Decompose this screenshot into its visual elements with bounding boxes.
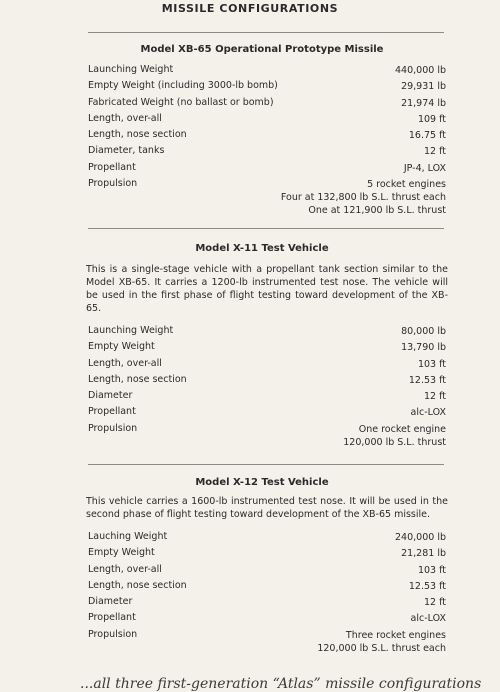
- spec-label: Diameter: [88, 390, 133, 402]
- spec-row: [88, 406, 446, 422]
- spec-row: [88, 97, 446, 113]
- spec-row: [88, 423, 446, 457]
- spec-label: Lauching Weight: [88, 531, 168, 542]
- spec-value: 240,000 lb: [395, 532, 446, 543]
- spec-row: [88, 129, 446, 145]
- spec-label: Diameter: [88, 596, 133, 608]
- spec-value: 29,931 lb: [401, 81, 446, 93]
- spec-row: [88, 612, 446, 628]
- spec-row: [88, 178, 446, 226]
- spec-label: Length, nose section: [88, 579, 187, 591]
- spec-value: alc-LOX: [410, 407, 446, 419]
- spec-row: [88, 325, 446, 341]
- spec-label: Empty Weight: [88, 547, 155, 559]
- section-title-xb65: Model XB-65 Operational Prototype Missile: [140, 44, 384, 55]
- spec-value: Three rocket engines: [345, 629, 446, 641]
- spec-value: 109 ft: [417, 113, 446, 125]
- section-description: This is a single-stage vehicle with a propellant tank section similar to the Model XB-65. It carries a 1200-lb instrumented test nose. The vehicle will be used in the first phase of flight testing toward development of the XB-65.: [86, 264, 448, 314]
- spec-row: [88, 596, 446, 612]
- spec-row: [88, 162, 446, 178]
- spec-row: [88, 341, 446, 357]
- spec-label: Propellant: [88, 161, 136, 173]
- section-title-x12: Model X-12 Test Vehicle: [195, 477, 329, 488]
- spec-label: Propellant: [88, 612, 136, 624]
- spec-value-multiline: [343, 423, 446, 449]
- spec-row: [88, 358, 446, 374]
- divider: [88, 464, 444, 465]
- spec-value: 80,000 lb: [401, 326, 446, 337]
- page-title: MISSILE CONFIGURATIONS: [161, 2, 339, 15]
- spec-row: [88, 580, 446, 596]
- spec-row: [88, 531, 446, 547]
- divider: [88, 228, 444, 229]
- spec-row: [88, 564, 446, 580]
- footer-caption: ...all three first-generation “Atlas” missile configurations: [80, 676, 482, 692]
- spec-value: 21,281 lb: [401, 548, 446, 560]
- spec-value-extra: 120,000 lb S.L. thrust each: [317, 642, 446, 654]
- spec-value-extra: Four at 132,800 lb S.L. thrust each: [280, 192, 446, 204]
- spec-table-x11: [88, 325, 446, 457]
- spec-value: 5 rocket engines: [367, 179, 446, 191]
- spec-value: 13,790 lb: [401, 342, 446, 354]
- spec-row: [88, 80, 446, 96]
- spec-value: 12.53 ft: [408, 580, 446, 592]
- spec-row: [88, 145, 446, 161]
- section-title-x11: Model X-11 Test Vehicle: [195, 243, 329, 254]
- spec-row: [88, 390, 446, 406]
- spec-label: Propellant: [88, 406, 136, 418]
- spec-label: Length, over-all: [88, 563, 162, 575]
- spec-value: 12.53 ft: [408, 374, 446, 386]
- spec-label: Diameter, tanks: [88, 145, 165, 157]
- spec-value: 16.75 ft: [408, 130, 446, 142]
- spec-row: [88, 64, 446, 80]
- spec-row: [88, 374, 446, 390]
- spec-label: Empty Weight (including 3000-lb bomb): [88, 80, 278, 92]
- spec-value: 12 ft: [423, 597, 446, 609]
- spec-label: Propulsion: [88, 178, 138, 190]
- spec-value-extra: 120,000 lb S.L. thrust: [343, 436, 446, 448]
- spec-table-x12: [88, 531, 446, 663]
- spec-row: [88, 629, 446, 663]
- spec-value: 21,974 lb: [401, 97, 446, 109]
- spec-value: 103 ft: [417, 358, 446, 370]
- spec-label: Empty Weight: [88, 341, 155, 353]
- spec-label: Launching Weight: [88, 64, 174, 75]
- spec-label: Length, nose section: [88, 373, 187, 385]
- spec-value-multiline: [281, 178, 446, 217]
- divider: [88, 32, 444, 33]
- spec-label: Propulsion: [88, 628, 138, 640]
- spec-value: 12 ft: [423, 391, 446, 403]
- spec-label: Propulsion: [88, 422, 138, 434]
- spec-row: [88, 113, 446, 129]
- spec-label: Length, over-all: [88, 357, 162, 369]
- spec-value-extra: One at 121,900 lb S.L. thrust: [308, 205, 446, 217]
- spec-label: Length, nose section: [88, 129, 187, 141]
- spec-label: Length, over-all: [88, 112, 162, 124]
- spec-value: JP-4, LOX: [403, 162, 446, 174]
- spec-label: Launching Weight: [88, 325, 174, 336]
- spec-value: alc-LOX: [410, 613, 446, 625]
- spec-value: 440,000 lb: [395, 65, 446, 76]
- spec-table-xb65: [88, 64, 446, 226]
- spec-value: 12 ft: [423, 146, 446, 158]
- section-description: This vehicle carries a 1600-lb instrumented test nose. It will be used in the second phase of flight testing toward development of the XB-65 missile.: [86, 496, 448, 520]
- spec-value: 103 ft: [417, 564, 446, 576]
- spec-row: [88, 547, 446, 563]
- spec-value-multiline: [317, 629, 446, 655]
- spec-label: Fabricated Weight (no ballast or bomb): [88, 96, 274, 108]
- spec-value: One rocket engine: [358, 423, 446, 435]
